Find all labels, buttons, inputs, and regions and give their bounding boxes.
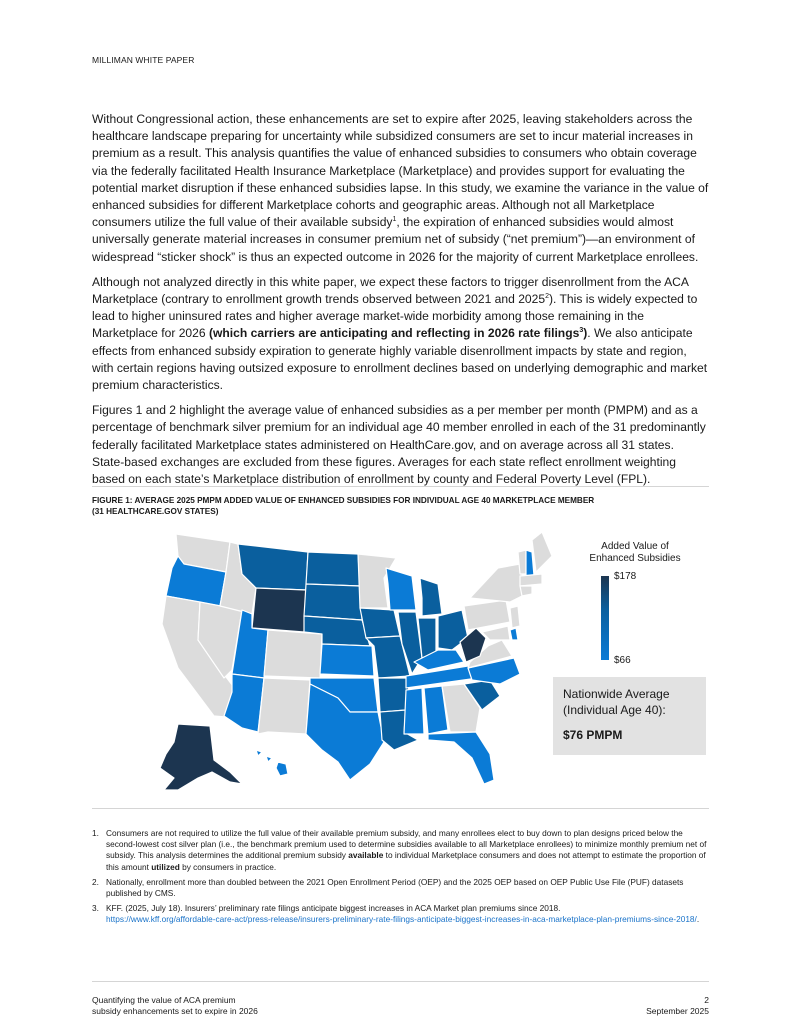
footnote-ref-2[interactable]: 2 bbox=[545, 293, 550, 300]
publication-date: September 2025 bbox=[646, 1006, 709, 1016]
state-pennsylvania bbox=[464, 600, 510, 630]
footnote-3: 3. KFF. (2025, July 18). Insurers’ preliminary rate filings anticipate biggest increases in ACA Market plan premiums since 2018. https://www.kff.org/affordable-care-act/press-release/insurers-preliminary-rate-filings-anticipate-biggest-increases-in-aca-marketplace-plan-premiums-since-2018/. bbox=[92, 903, 700, 925]
state-iowa bbox=[360, 608, 400, 638]
figure-title: FIGURE 1: AVERAGE 2025 PMPM ADDED VALUE OF ENHANCED SUBSIDIES FOR INDIVIDUAL AGE 40 MARKETPLACE MEMBER (31 HEALTHCARE.GOV STATES) bbox=[92, 496, 595, 516]
state-hawaii bbox=[256, 750, 288, 776]
figure-top-rule bbox=[92, 486, 709, 487]
state-alaska bbox=[160, 724, 242, 790]
kff-reference-link[interactable]: https://www.kff.org/affordable-care-act/press-release/insurers-preliminary-rate-filings-anticipate-biggest-increases-in-aca-marketplace-plan-premiums-since-2018/ bbox=[106, 914, 697, 925]
state-north-dakota bbox=[306, 552, 360, 586]
body-text bbox=[92, 111, 709, 496]
us-state-map bbox=[138, 528, 558, 798]
state-kansas bbox=[320, 644, 374, 676]
state-colorado bbox=[264, 630, 322, 678]
footnote-ref-1[interactable]: 1 bbox=[392, 216, 397, 224]
footer-document-title: Quantifying the value of ACA premium subsidy enhancements set to expire in 2026 bbox=[92, 995, 258, 1016]
state-michigan bbox=[420, 578, 442, 616]
footnotes bbox=[92, 828, 709, 930]
footer-page-info bbox=[560, 995, 709, 1017]
state-maine bbox=[532, 532, 552, 572]
footnote-ref-3[interactable]: 3 bbox=[579, 327, 584, 335]
state-new-york bbox=[470, 564, 526, 602]
state-wyoming bbox=[252, 588, 306, 632]
paragraph-3: Figures 1 and 2 highlight the average value of enhanced subsidies as a per member per month (PMPM) and as a percentage of benchmark silver premium for an individual age 40 member enrolled in each of the 31 predominantly federally facilitated Marketplace states administered on HealthCare.gov, and on average across all 31 states. State-based exchanges are excluded from these figures. Averages for each state reflect enrollment weighting based on each state’s Marketplace distribution of enrollment by county and Federal Poverty Level (FPL). bbox=[92, 403, 706, 487]
state-south-dakota bbox=[304, 584, 362, 620]
state-connecticut bbox=[520, 586, 532, 596]
legend-min-label: $66 bbox=[614, 655, 631, 666]
footnote-1: 1. Consumers are not required to utilize the full value of their available premium subsidy, and many enrollees elect to buy down to plan designs priced below the second-lowest cost silver plan (i.e., the benchmark premium used to determine subsidies available to all Marketplace enrollees) to minimize monthly premium net of subsidy. This analysis determines the additional premium subsidy available to individual Marketplace consumers and does not attempt to estimate the proportion of this amount utilized by consumers in practice. bbox=[92, 828, 707, 872]
nationwide-average-box bbox=[553, 677, 706, 755]
figure-bottom-rule bbox=[92, 808, 709, 809]
report-header-label: MILLIMAN WHITE PAPER bbox=[92, 55, 195, 65]
state-wisconsin bbox=[386, 568, 416, 610]
paragraph-2: Although not analyzed directly in this white paper, we expect these factors to trigger disenrollment from the ACA Marketplace (contrary to enrollment growth trends observed between 2021 and 2025$^2$). This is widely expected to lead to higher uninsured rates and higher average market-wide morbidity among those remaining in the Marketplace for 2026 (which carriers are anticipating and reflecting in 2026 rate filings$^3$). We also anticipate effects from enhanced subsidy expiration to generate highly variable disenrollment impacts by state and region, with certain regions having outsized exposure to enrollment declines based on underlying demographic and market premium characteristics. bbox=[92, 274, 708, 393]
page-number: 2 bbox=[704, 995, 709, 1005]
legend-title: Added Value of Enhanced Subsidies bbox=[589, 541, 681, 564]
bold-phrase: (which carriers are anticipating and reflecting in 2026 rate filings$^3$) bbox=[208, 326, 588, 341]
nationwide-average-label: Nationwide Average (Individual Age 40): bbox=[563, 687, 670, 717]
legend-color-scale bbox=[601, 576, 609, 660]
state-florida bbox=[428, 732, 494, 784]
footnote-2: 2. Nationally, enrollment more than doubled between the 2021 Open Enrollment Period (OEP) and the 2025 OEP based on OEP Public Use File (PUF) datasets published by CMS. bbox=[92, 876, 684, 899]
legend-max-label: $178 bbox=[614, 571, 637, 582]
state-mississippi bbox=[404, 688, 424, 734]
state-vermont bbox=[518, 550, 526, 574]
state-massachusetts bbox=[520, 574, 542, 586]
state-new-mexico bbox=[258, 678, 310, 734]
nationwide-average-value: $76 PMPM bbox=[563, 728, 623, 742]
state-delaware bbox=[510, 628, 518, 640]
state-new-hampshire bbox=[526, 550, 534, 576]
state-new-jersey bbox=[510, 606, 520, 628]
paragraph-1: Without Congressional action, these enhancements are set to expire after 2025, leaving stakeholders across the healthcare landscape preparing for uncertainty while subsidized consumers are set to incur material increases in premium as a result. This analysis quantifies the value of enhanced subsidies to consumers who obtain coverage via the federally facilitated Health Insurance Marketplace (Marketplace) and provides support for evaluating the potential market disruption if these enhanced subsidies lapse. In this study, we examine the variance in the value of enhanced subsidies for different Marketplace cohorts and geographic areas. Although not all Marketplace consumers utilize the full value of their available subsidy$^1$, the expiration of enhanced subsidies would almost universally generate material increases in consumer premium net of subsidy (“net premium”)—an environment of widespread “sticker shock” is thus an expected outcome in 2026 for the majority of current Marketplace enrollees. bbox=[92, 112, 709, 264]
footer-rule bbox=[92, 981, 709, 982]
